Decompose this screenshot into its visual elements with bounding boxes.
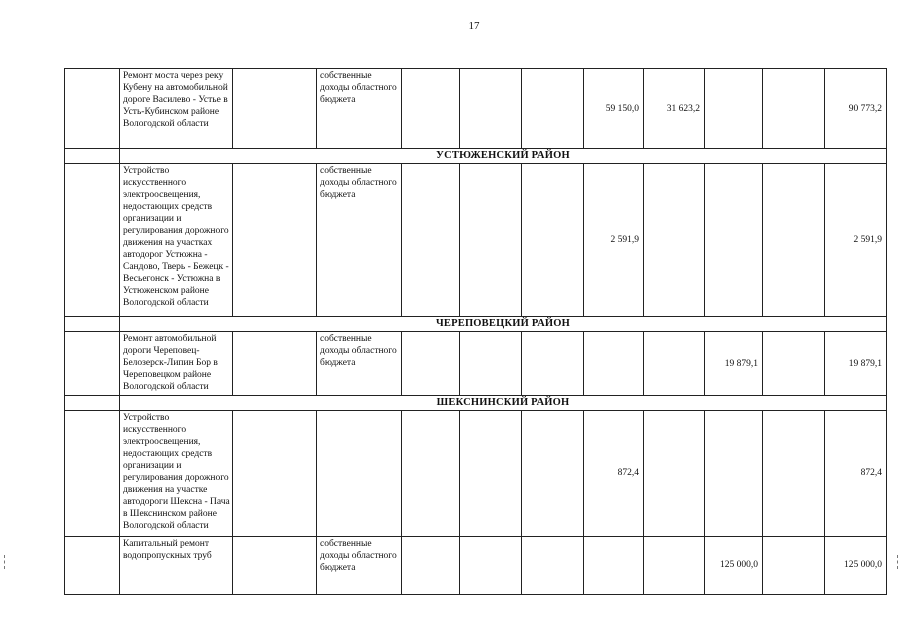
- amount-cell: [705, 69, 763, 149]
- amount-cell: [584, 331, 644, 395]
- cell-empty: [402, 69, 460, 149]
- measure-name: Устройство искусственного электроосвещения, недостающих средств организации и регулирования дорожного движения на участке автодороги Шексна - Пача в Шекснинском районе Вологодской области: [120, 411, 233, 536]
- amount-cell: 59 150,0: [584, 69, 644, 149]
- total-cell: 90 773,2: [825, 69, 887, 149]
- cell-empty: [763, 536, 825, 594]
- section-title: ШЕКСНИНСКИЙ РАЙОН: [120, 396, 887, 411]
- table-row: [65, 164, 887, 317]
- measure-name: Устройство искусственного электроосвещения, недостающих средств организации и регулирования дорожного движения на участках автодорог Устюжна - Сандово, Тверь - Бежецк - Весьегонск - Устюжна в Устюженском районе Вологодской области: [120, 164, 233, 317]
- total-cell: 125 000,0: [825, 536, 887, 594]
- cell-index: [65, 411, 120, 536]
- section-title: УСТЮЖЕНСКИЙ РАЙОН: [120, 149, 887, 164]
- page-edge-mark-left: [4, 555, 9, 569]
- cell-empty: [763, 331, 825, 395]
- cell-empty: [233, 69, 317, 149]
- cell-empty: [763, 411, 825, 536]
- amount-cell: [644, 164, 705, 317]
- cell-empty: [233, 331, 317, 395]
- cell-empty: [460, 536, 522, 594]
- cell-empty: [402, 411, 460, 536]
- cell-empty: [460, 411, 522, 536]
- budget-table: [64, 68, 887, 595]
- cell-empty: [522, 69, 584, 149]
- table-row: [65, 411, 887, 536]
- cell-empty: [522, 536, 584, 594]
- amount-cell: [705, 411, 763, 536]
- cell-index: [65, 331, 120, 395]
- amount-cell: [644, 411, 705, 536]
- cell-empty: [65, 316, 120, 331]
- funding-source: собственные доходы областного бюджета: [317, 331, 402, 395]
- amount-cell: 31 623,2: [644, 69, 705, 149]
- cell-empty: [522, 331, 584, 395]
- funding-source: [317, 411, 402, 536]
- cell-empty: [460, 69, 522, 149]
- measure-name: Ремонт моста через реку Кубену на автомобильной дороге Василево - Устье в Усть-Кубинском районе Вологодской области: [120, 69, 233, 149]
- cell-index: [65, 69, 120, 149]
- section-title: ЧЕРЕПОВЕЦКИЙ РАЙОН: [120, 316, 887, 331]
- amount-cell: 2 591,9: [584, 164, 644, 317]
- cell-empty: [522, 164, 584, 317]
- cell-empty: [402, 164, 460, 317]
- table-row: [65, 69, 887, 149]
- cell-index: [65, 164, 120, 317]
- amount-cell: 872,4: [584, 411, 644, 536]
- page-edge-mark-right: [897, 555, 902, 569]
- cell-index: [65, 536, 120, 594]
- total-cell: 19 879,1: [825, 331, 887, 395]
- section-row: [65, 316, 887, 331]
- page-number: 17: [468, 20, 480, 32]
- table-body: [65, 69, 887, 595]
- cell-empty: [65, 149, 120, 164]
- funding-source: собственные доходы областного бюджета: [317, 69, 402, 149]
- total-cell: 872,4: [825, 411, 887, 536]
- cell-empty: [233, 536, 317, 594]
- cell-empty: [233, 411, 317, 536]
- cell-empty: [763, 69, 825, 149]
- cell-empty: [522, 411, 584, 536]
- amount-cell: [584, 536, 644, 594]
- amount-cell: [705, 164, 763, 317]
- section-row: [65, 396, 887, 411]
- cell-empty: [65, 396, 120, 411]
- funding-source: собственные доходы областного бюджета: [317, 536, 402, 594]
- cell-empty: [402, 536, 460, 594]
- measure-name: Ремонт автомобильной дороги Череповец-Белозерск-Липин Бор в Череповецком районе Вологодской области: [120, 331, 233, 395]
- total-cell: 2 591,9: [825, 164, 887, 317]
- funding-source: собственные доходы областного бюджета: [317, 164, 402, 317]
- cell-empty: [402, 331, 460, 395]
- cell-empty: [460, 331, 522, 395]
- amount-cell: [644, 331, 705, 395]
- cell-empty: [460, 164, 522, 317]
- cell-empty: [763, 164, 825, 317]
- section-row: [65, 149, 887, 164]
- amount-cell: 19 879,1: [705, 331, 763, 395]
- table-row: [65, 536, 887, 594]
- amount-cell: 125 000,0: [705, 536, 763, 594]
- table-row: [65, 331, 887, 395]
- amount-cell: [644, 536, 705, 594]
- cell-empty: [233, 164, 317, 317]
- measure-name: Капитальный ремонт водопропускных труб: [120, 536, 233, 594]
